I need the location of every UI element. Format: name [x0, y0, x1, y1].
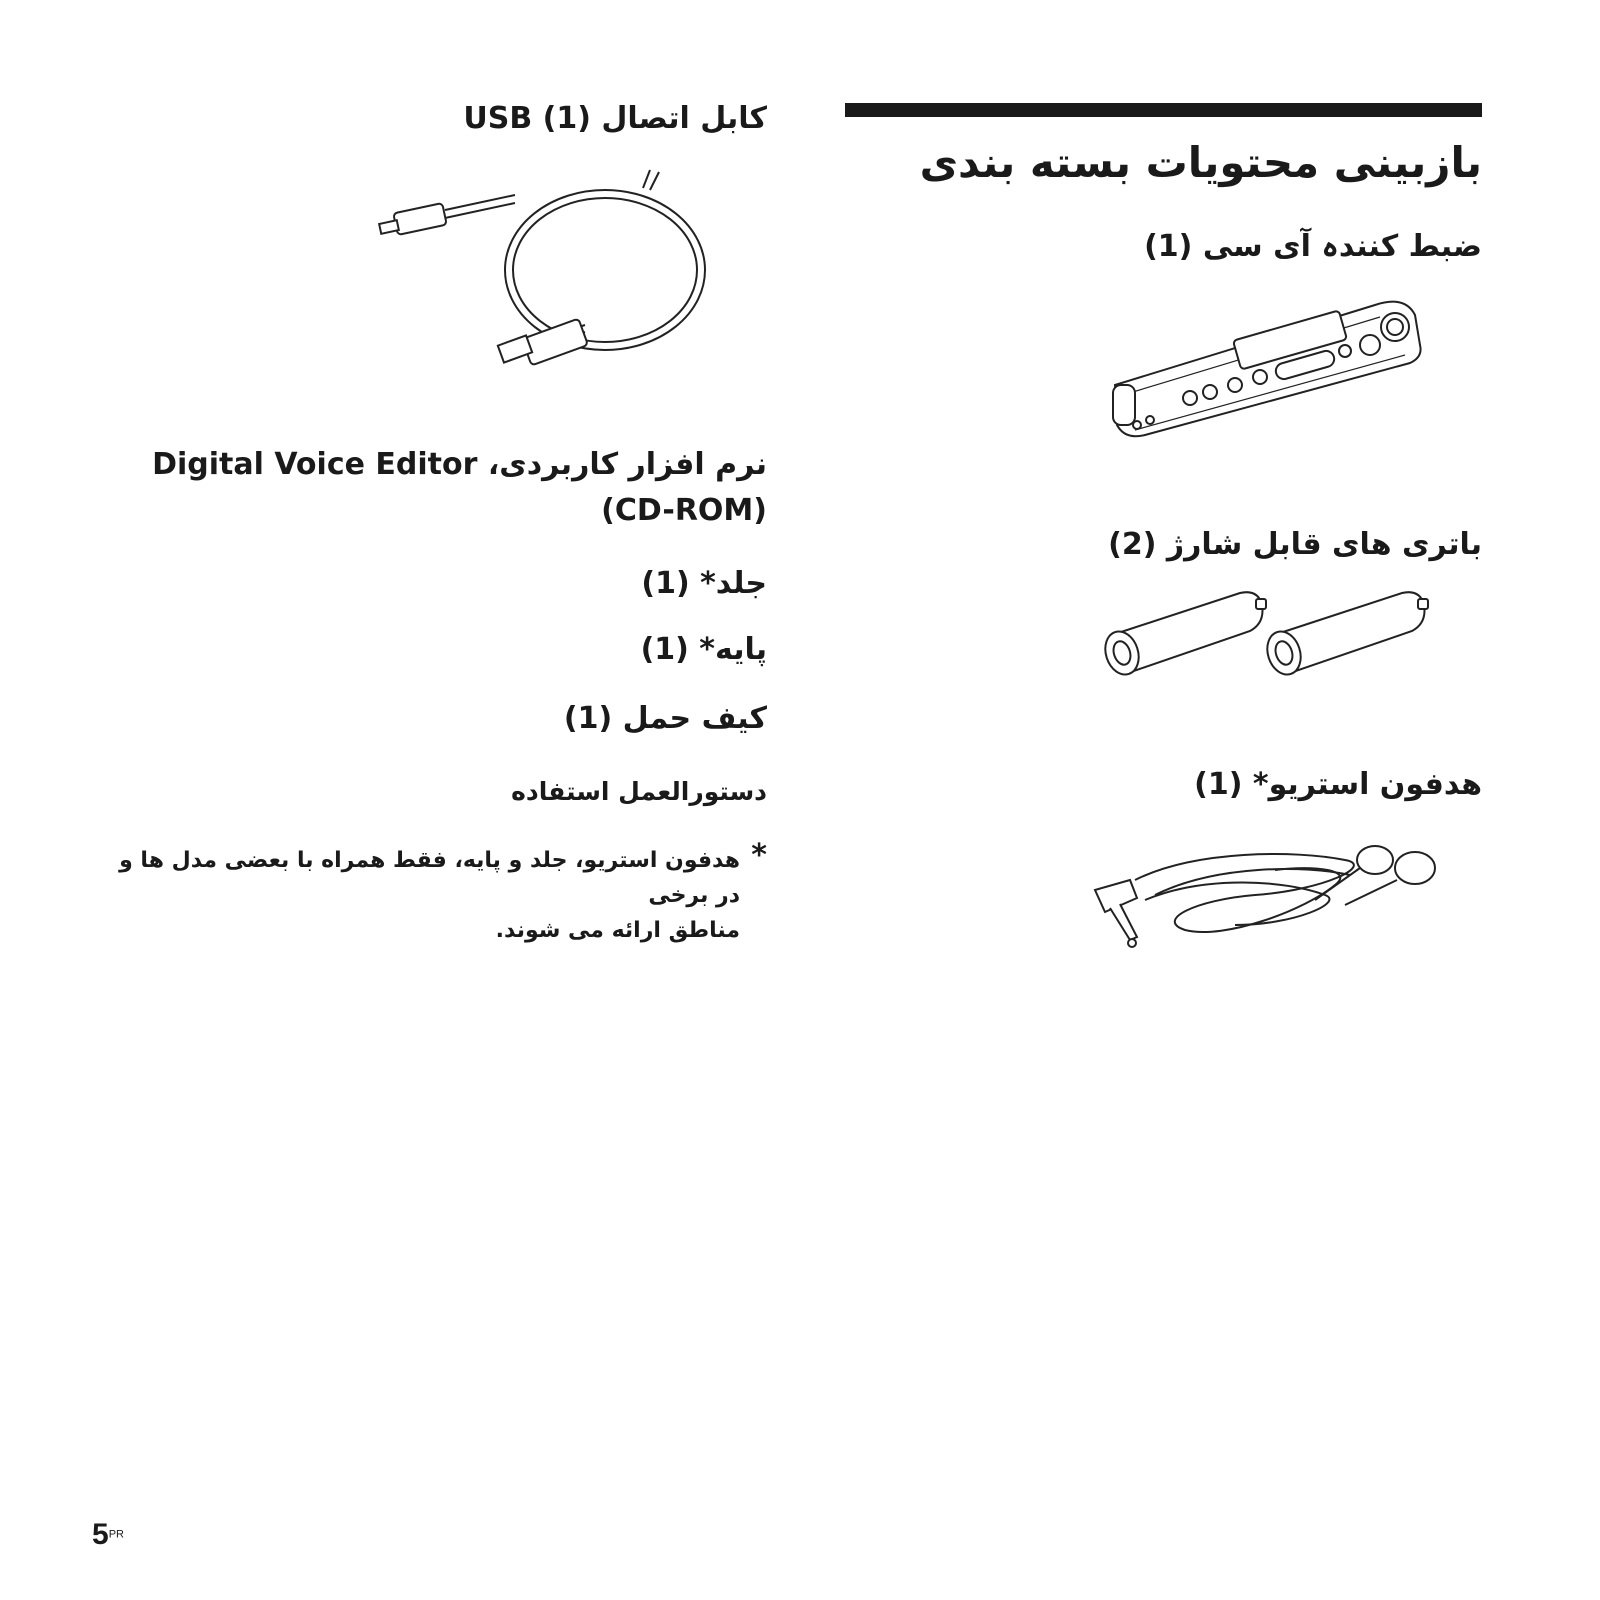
item-software-label: نرم افزار کاربردی، Digital Voice Editor	[152, 447, 767, 482]
item-ic-recorder-label: ضبط کنندہ آی سی (1)	[1144, 229, 1482, 264]
heading-rule	[845, 103, 1482, 117]
batteries-illustration	[1100, 585, 1430, 685]
usb-cable-illustration	[375, 160, 725, 370]
item-software-cdrom: (CD-ROM)	[601, 493, 767, 528]
item-headphones-label: هدفون استریو* (1)	[1194, 767, 1482, 802]
item-stand-label: پایه* (1)	[640, 632, 767, 667]
item-carrying-pouch-label: کیف حمل (1)	[563, 701, 767, 736]
item-batteries-label: باتری های قابل شارژ (2)	[1108, 527, 1482, 562]
page-number-value: 5	[92, 1518, 109, 1551]
footnote-line-1: هدفون استریو، جلد و پایه، فقط همراه با بعضی مدل ها و در برخی	[119, 848, 740, 909]
page-number	[92, 1518, 124, 1552]
item-usb-cable-label: کابل اتصال USB (1)	[463, 101, 767, 136]
ic-recorder-illustration	[1105, 285, 1435, 445]
headphones-illustration	[1075, 840, 1435, 960]
item-manual-label: دستورالعمل استفاده	[511, 777, 767, 806]
page-number-suffix: PR	[108, 1528, 124, 1541]
footnote-marker: *	[751, 838, 767, 873]
footnote-text	[100, 843, 740, 949]
page-title: بازبینی محتویات بسته بندی	[919, 138, 1482, 187]
footnote-line-2: مناطق ارائه می شوند.	[495, 918, 740, 944]
item-case-label: جلد* (1)	[641, 566, 767, 601]
